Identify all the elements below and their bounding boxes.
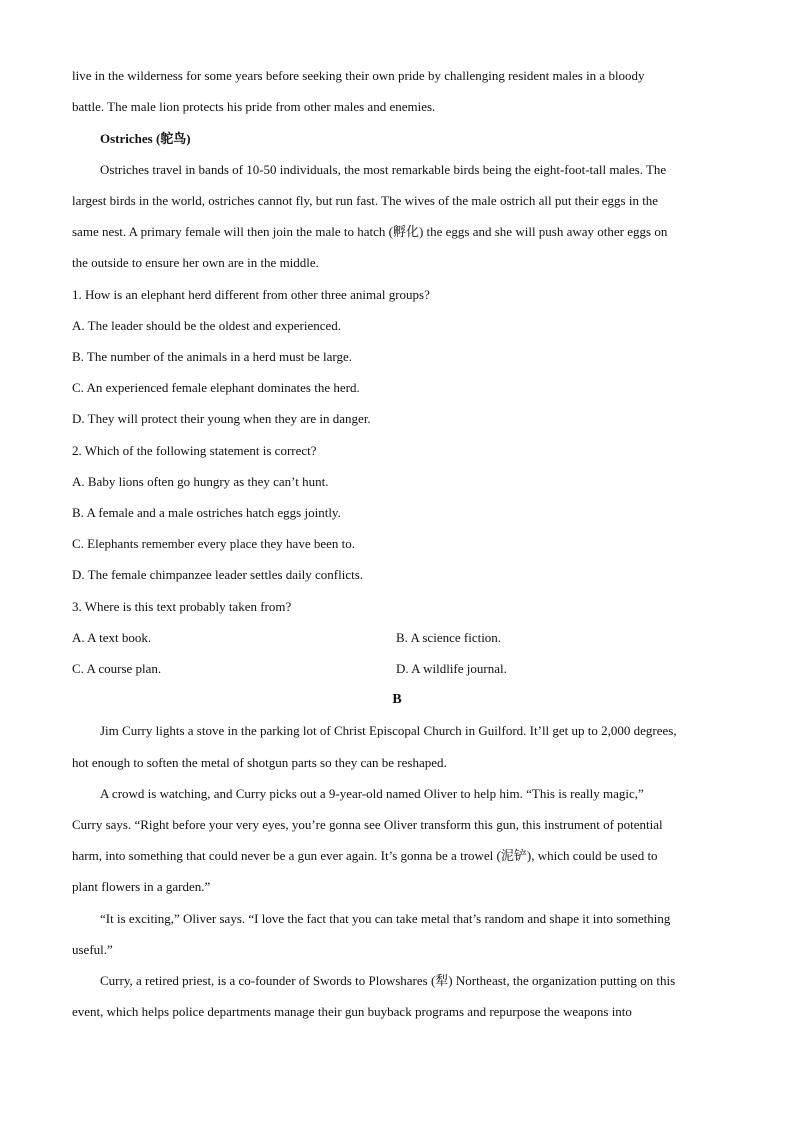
paragraph-line: same nest. A primary female will then join the male to hatch (孵化) the eggs and she will push away other eggs on <box>72 224 668 239</box>
paragraph-line: Ostriches travel in bands of 10-50 individuals, the most remarkable birds being the eight-foot-tall males. The <box>100 162 667 177</box>
question-stem-2: 2. Which of the following statement is correct? <box>72 443 317 458</box>
paragraph-line: largest birds in the world, ostriches cannot fly, but run fast. The wives of the male ostrich all put their eggs in the <box>72 193 659 208</box>
question-3-option-b: B. A science fiction. <box>396 630 502 645</box>
question-2-option-c: C. Elephants remember every place they have been to. <box>72 536 355 551</box>
question-1-option-b: B. The number of the animals in a herd must be large. <box>72 349 353 364</box>
question-1-option-a: A. The leader should be the oldest and experienced. <box>72 318 342 333</box>
paragraph-line: harm, into something that could never be a gun ever again. It’s gonna be a trowel (泥铲), which could be used to <box>72 848 658 863</box>
question-3-option-c: C. A course plan. <box>72 661 162 676</box>
question-2-option-d: D. The female chimpanzee leader settles daily conflicts. <box>72 567 364 582</box>
paragraph-line: useful.” <box>72 942 113 957</box>
paragraph-line: the outside to ensure her own are in the middle. <box>72 255 319 270</box>
paragraph-line: Curry says. “Right before your very eyes, you’re gonna see Oliver transform this gun, this instrument of potential <box>72 817 663 832</box>
section-heading-ostriches: Ostriches (鸵鸟) <box>100 131 191 146</box>
paragraph-line: Jim Curry lights a stove in the parking lot of Christ Episcopal Church in Guilford. It’ll get up to 2,000 degrees, <box>100 723 677 738</box>
section-heading-b: B <box>392 692 402 707</box>
question-2-option-b: B. A female and a male ostriches hatch eggs jointly. <box>72 505 341 520</box>
paragraph-line: battle. The male lion protects his pride from other males and enemies. <box>72 99 436 114</box>
paragraph-line: Curry, a retired priest, is a co-founder of Swords to Plowshares (犁) Northeast, the organization putting on this <box>100 973 676 988</box>
paragraph-line: “It is exciting,” Oliver says. “I love the fact that you can take metal that’s random and shape it into something <box>100 911 671 926</box>
paragraph-line: event, which helps police departments manage their gun buyback programs and repurpose the weapons into <box>72 1004 632 1019</box>
paragraph-line: A crowd is watching, and Curry picks out a 9-year-old named Oliver to help him. “This is really magic,” <box>100 786 644 801</box>
paragraph-line: plant flowers in a garden.” <box>72 879 211 894</box>
question-1-option-d: D. They will protect their young when they are in danger. <box>72 411 371 426</box>
paragraph-line: live in the wilderness for some years before seeking their own pride by challenging resident males in a bloody <box>72 68 645 83</box>
question-3-option-a: A. A text book. <box>72 630 152 645</box>
question-2-option-a: A. Baby lions often go hungry as they can’t hunt. <box>72 474 329 489</box>
question-1-option-c: C. An experienced female elephant dominates the herd. <box>72 380 360 395</box>
question-stem-3: 3. Where is this text probably taken from? <box>72 599 292 614</box>
paragraph-line: hot enough to soften the metal of shotgun parts so they can be reshaped. <box>72 755 447 770</box>
question-stem-1: 1. How is an elephant herd different from other three animal groups? <box>72 287 430 302</box>
question-3-option-d: D. A wildlife journal. <box>396 661 507 676</box>
